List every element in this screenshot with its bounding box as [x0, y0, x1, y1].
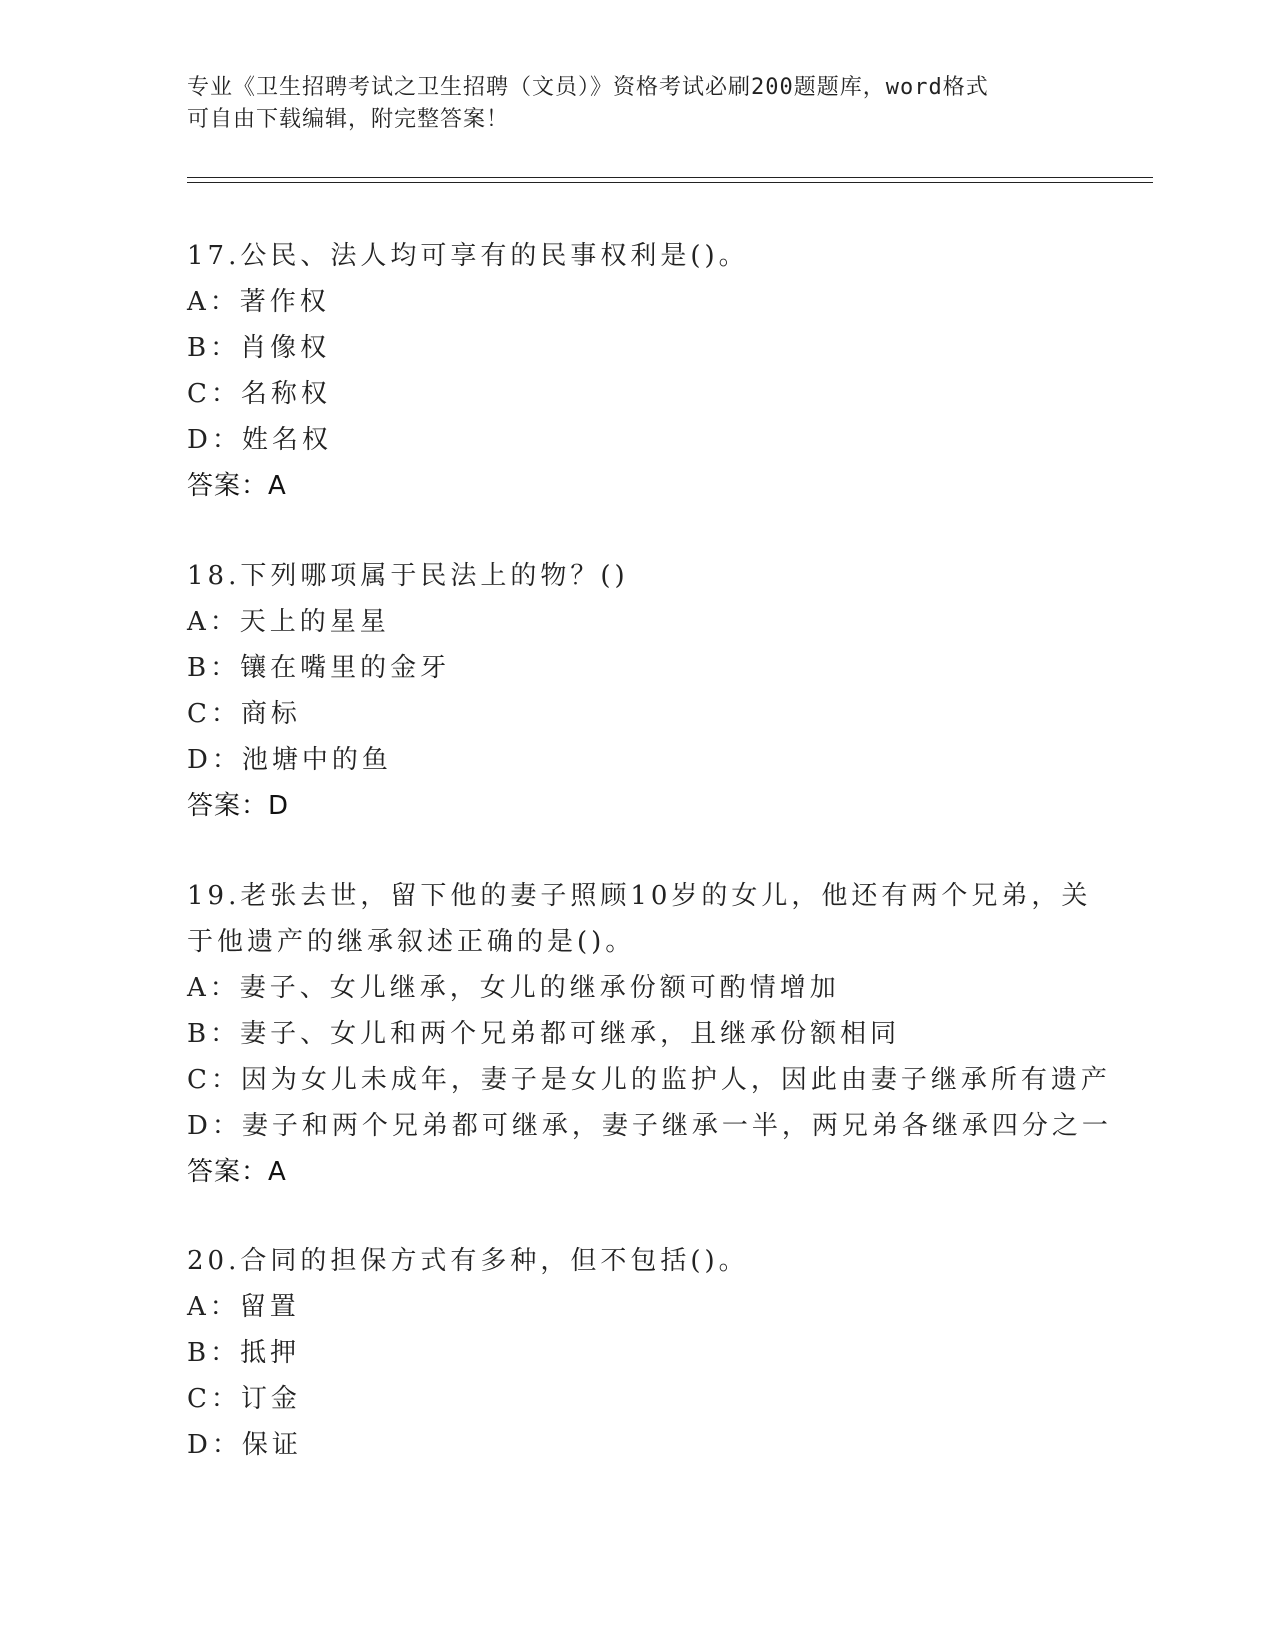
option-c: C：因为女儿未成年，妻子是女儿的监护人，因此由妻子继承所有遗产 — [187, 1065, 1111, 1095]
option-d: D：池塘中的鱼 — [187, 745, 392, 775]
option-a: A：妻子、女儿继承，女儿的继承份额可酌情增加 — [187, 973, 840, 1003]
option-d: D：姓名权 — [187, 425, 332, 455]
question-stem: 19.老张去世，留下他的妻子照顾10岁的女儿，他还有两个兄弟，关 — [187, 881, 1092, 911]
option-a: A：著作权 — [187, 287, 330, 317]
question-stem: 17.公民、法人均可享有的民事权利是()。 — [187, 241, 749, 271]
question-20 — [187, 1238, 1087, 1468]
option-a: A：留置 — [187, 1292, 300, 1322]
option-b: B：妻子、女儿和两个兄弟都可继承，且继承份额相同 — [187, 1019, 901, 1049]
answer-line: 答案：D — [187, 791, 290, 821]
question-stem-continued: 于他遗产的继承叙述正确的是()。 — [187, 927, 636, 957]
option-a: A：天上的星星 — [187, 607, 390, 637]
header-divider-top — [187, 177, 1153, 178]
question-17 — [187, 233, 1087, 509]
option-b: B：镶在嘴里的金牙 — [187, 653, 451, 683]
answer-line: 答案：A — [187, 1157, 287, 1187]
question-18 — [187, 553, 1087, 829]
option-c: C：商标 — [187, 699, 301, 729]
option-c: C：名称权 — [187, 379, 331, 409]
option-d: D：妻子和两个兄弟都可继承，妻子继承一半，两兄弟各继承四分之一 — [187, 1111, 1112, 1141]
question-stem: 20.合同的担保方式有多种，但不包括()。 — [187, 1246, 749, 1276]
option-b: B：抵押 — [187, 1338, 301, 1368]
header-line-2: 可自由下载编辑，附完整答案！ — [187, 107, 510, 132]
answer-line: 答案：A — [187, 471, 287, 501]
document-header — [187, 72, 1087, 136]
header-line-1: 专业《卫生招聘考试之卫生招聘（文员）》资格考试必刷200题题库，word格式 — [187, 75, 989, 100]
header-divider-bottom — [187, 182, 1153, 183]
question-19 — [187, 873, 1112, 1195]
option-c: C：订金 — [187, 1384, 301, 1414]
question-stem: 18.下列哪项属于民法上的物？() — [187, 561, 629, 591]
option-d: D：保证 — [187, 1430, 302, 1460]
option-b: B：肖像权 — [187, 333, 331, 363]
